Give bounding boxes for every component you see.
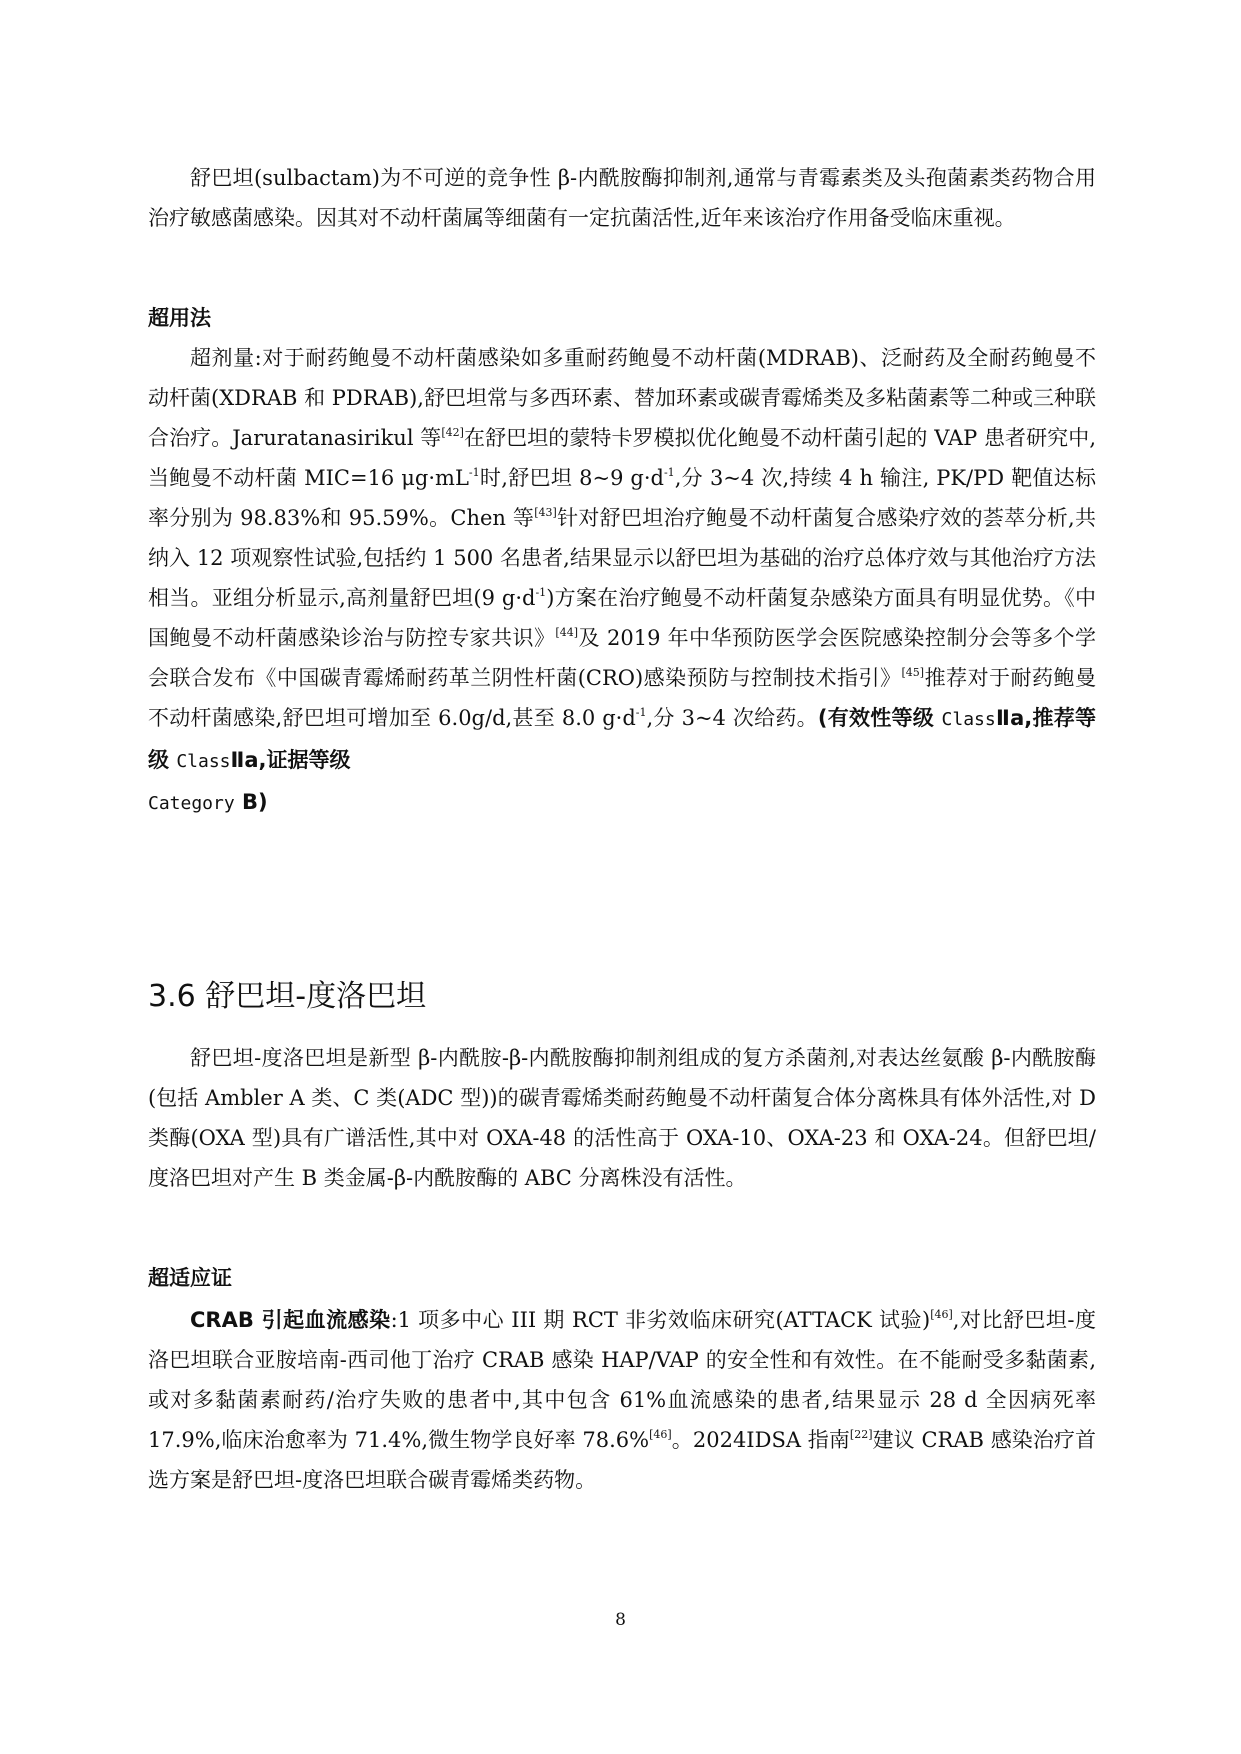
- superscript-exponent: -1: [468, 466, 480, 479]
- section-heading-3-6: [148, 972, 1096, 1022]
- sulbactam-durlobactam-paragraph: [148, 1038, 1096, 1198]
- evidence-grade-text: B): [234, 790, 268, 814]
- evidence-grade-text: (有效性等级: [817, 706, 942, 730]
- text-run: 在舒巴坦的蒙特卡罗模拟优化鲍曼不动杆菌引起的 VAP 患者研究中,当鲍曼不动杆菌 MIC=16 μg·mL: [148, 426, 1096, 490]
- text-run: 。2024IDSA 指南: [671, 1428, 850, 1452]
- citation-44: [44]: [555, 626, 579, 639]
- subheading: 超适应证: [148, 1266, 232, 1290]
- evidence-grade-text: Category: [148, 793, 235, 814]
- evidence-grade-text: Ⅱa,推荐等级: [148, 706, 1096, 772]
- citation-43: [43]: [534, 506, 557, 519]
- superscript-exponent: -1: [635, 706, 647, 719]
- paragraph: [148, 338, 1096, 824]
- citation-45: [45]: [901, 666, 925, 679]
- text-run: 超剂量:对于耐药鲍曼不动杆菌感染如多重耐药鲍曼不动杆菌(MDRAB)、泛耐药及全耐药鲍曼不动杆菌(XDRAB 和 PDRAB),舒巴坦常与多西环素、替加环素或碳青霉烯类及多粘菌素等二种或三种联合治疗。Jaruratanasirikul 等: [148, 346, 1096, 450]
- superscript-exponent: -1: [535, 586, 547, 599]
- citation-46: [46]: [930, 1308, 953, 1321]
- overdose-paragraph: [148, 338, 1096, 824]
- text-run: 推荐对于耐药鲍曼不动杆菌感染,舒巴坦可增加至 6.0g/d,甚至 8.0 g·d: [148, 666, 1096, 730]
- text-run: )方案在治疗鲍曼不动杆菌复杂感染方面具有明显优势。《中国鲍曼不动杆菌感染诊治与防控专家共识》: [148, 586, 1096, 650]
- text-run: 建议 CRAB 感染治疗首选方案是舒巴坦-度洛巴坦联合碳青霉烯类药物。: [148, 1428, 1097, 1492]
- text-run: ,对比舒巴坦-度洛巴坦联合亚胺培南-西司他丁治疗 CRAB 感染 HAP/VAP 的安全性和有效性。在不能耐受多黏菌素,或对多黏菌素耐药/治疗失败的患者中,其中包含 61%血流感染的患者,结果显示 28 d 全因病死率 17.9%,临床治愈率为 71.4%,微生物学良好率 78.6%: [148, 1308, 1096, 1452]
- citation-42: [42]: [441, 426, 464, 439]
- text-run: 针对舒巴坦治疗鲍曼不动杆菌复合感染疗效的荟萃分析,共纳入 12 项观察性试验,包括约 1 500 名患者,结果显示以舒巴坦为基础的治疗总体疗效与其他治疗方法相当。亚组分析显示,高剂量舒巴坦(9 g·d: [148, 506, 1096, 610]
- text-run: ,分 3~4 次,持续 4 h 输注, PK/PD 靶值达标率分别为 98.83%和 95.59%。Chen 等: [148, 466, 1096, 530]
- paragraph: 舒巴坦(sulbactam)为不可逆的竞争性 β-内酰胺酶抑制剂,通常与青霉素类及头孢菌素类药物合用治疗敏感菌感染。因其对不动杆菌属等细菌有一定抗菌活性,近年来该治疗作用备受临床重视。: [148, 166, 1096, 230]
- subheading: 超用法: [148, 306, 211, 330]
- evidence-grade-text: Class: [941, 709, 996, 730]
- section-label-overdose: [148, 298, 1096, 338]
- citation-22: [22]: [849, 1428, 873, 1441]
- citation-46: [46]: [649, 1428, 672, 1441]
- text-run: 及 2019 年中华预防医学会医院感染控制分会等多个学会联合发布《中国碳青霉烯耐药革兰阴性杆菌(CRO)感染预防与控制技术指引》: [148, 626, 1096, 690]
- text-run: 时,舒巴坦 8~9 g·d: [479, 466, 664, 490]
- section-label-indication: [148, 1258, 1096, 1298]
- paragraph-lead: CRAB 引起血流感染: [190, 1308, 391, 1332]
- sulbactam-intro-paragraph: [148, 158, 1096, 238]
- page-number: 8: [615, 1610, 626, 1630]
- evidence-grade-text: Ⅱa,证据等级: [230, 748, 351, 772]
- evidence-grade-text: Class: [176, 751, 231, 772]
- crab-bloodstream-paragraph: [148, 1300, 1096, 1500]
- paragraph: [148, 1300, 1096, 1500]
- text-run: ,分 3~4 次给药。: [646, 706, 818, 730]
- text-run: :1 项多中心 III 期 RCT 非劣效临床研究(ATTACK 试验): [390, 1308, 931, 1332]
- paragraph: 舒巴坦-度洛巴坦是新型 β-内酰胺-β-内酰胺酶抑制剂组成的复方杀菌剂,对表达丝氨酸 β-内酰胺酶(包括 Ambler A 类、C 类(ADC 型))的碳青霉烯类耐药鲍曼不动杆菌复合体分离株具有体外活性,对 D 类酶(OXA 型)具有广谱活性,其中对 OXA-48 的活性高于 OXA-10、OXA-23 和 OXA-24。但舒巴坦/度洛巴坦对产生 B 类金属-β-内酰胺酶的 ABC 分离株没有活性。: [148, 1046, 1096, 1190]
- section-title: 3.6 舒巴坦-度洛巴坦: [148, 979, 427, 1014]
- superscript-exponent: -1: [663, 466, 675, 479]
